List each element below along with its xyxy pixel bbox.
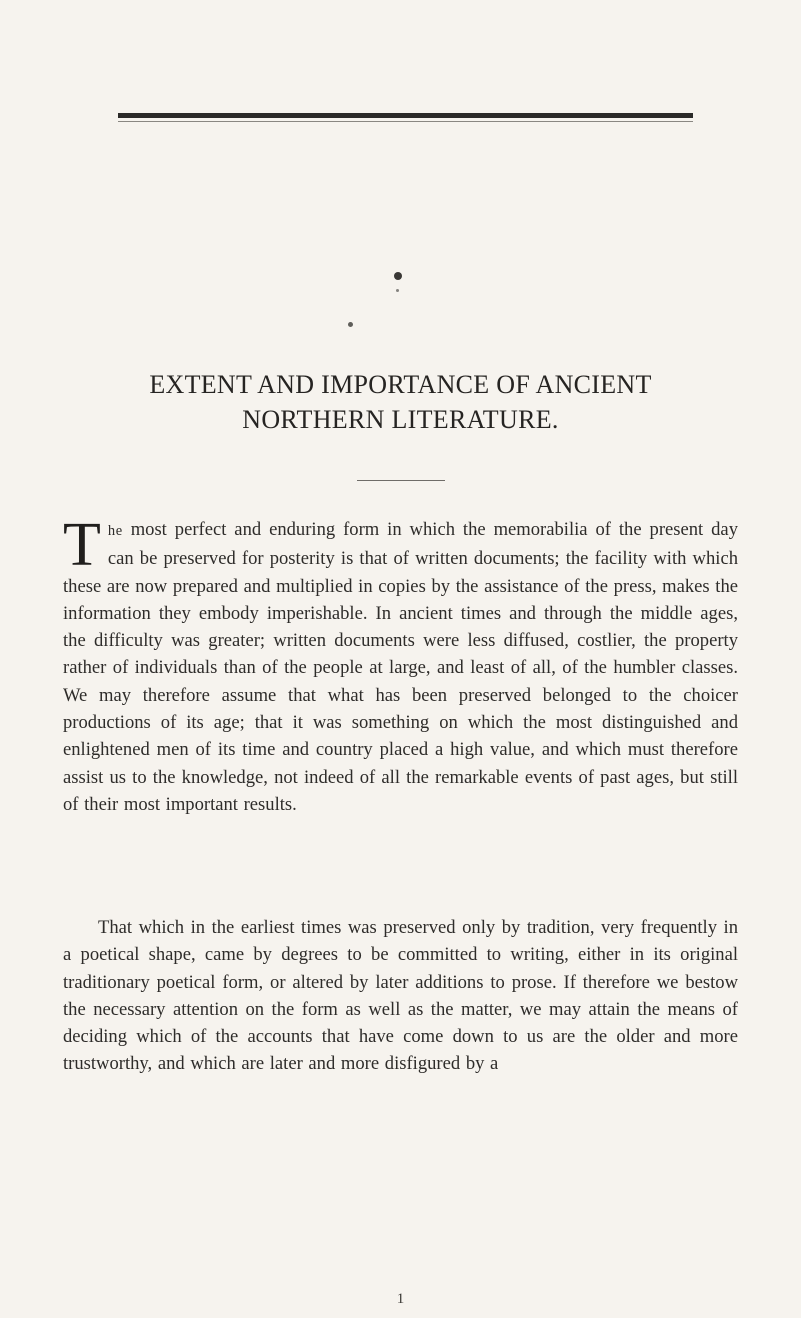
top-decorative-rule [118,113,693,118]
ink-speck [394,272,402,280]
title-separator-rule [357,480,445,481]
paragraph-1-text: most perfect and enduring form in which the memorabilia of the present day can be preserved for posterity is that of written documents; the facility with which these are now prepared and multiplied in copies by the assistance of the press, makes the information they embody imperishable. In ancient times and through the middle ages, the difficulty was greater; written documents were less diffused, costlier, the property rather of individuals than of the people at large, and least of all, of the humbler classes. We may therefore assume that what has been preserved belonged to the choicer productions of its age; that it was something on which the most distinguished and enlightened men of its time and country placed a high value, and which must therefore assist us to the knowledge, not indeed of all the remarkable events of past ages, but still of their most important results. [63,519,738,815]
chapter-title-line-1: EXTENT AND IMPORTANCE OF ANCIENT [149,370,652,399]
page-number: 1 [396,1291,405,1307]
opening-small-caps: he [107,523,123,539]
chapter-title-line-2: NORTHERN LITERATURE. [242,405,559,434]
paragraph-1 [63,511,738,818]
ink-speck [396,289,399,292]
top-decorative-rule-thin [118,121,693,122]
paragraph-2: That which in the earliest times was preserved only by tradition, very frequently in a poetical shape, came by degrees to be committed to writing, either in its original traditionary poetical form, or altered by later additions to prose. If therefore we bestow the necessary attention on the form as well as the matter, we may attain the means of deciding which of the accounts that have come down to us are the older and more trustworthy, and which are later and more disfigured by a [63,917,738,1075]
ink-speck [348,322,353,327]
drop-cap-initial: T [63,511,101,579]
